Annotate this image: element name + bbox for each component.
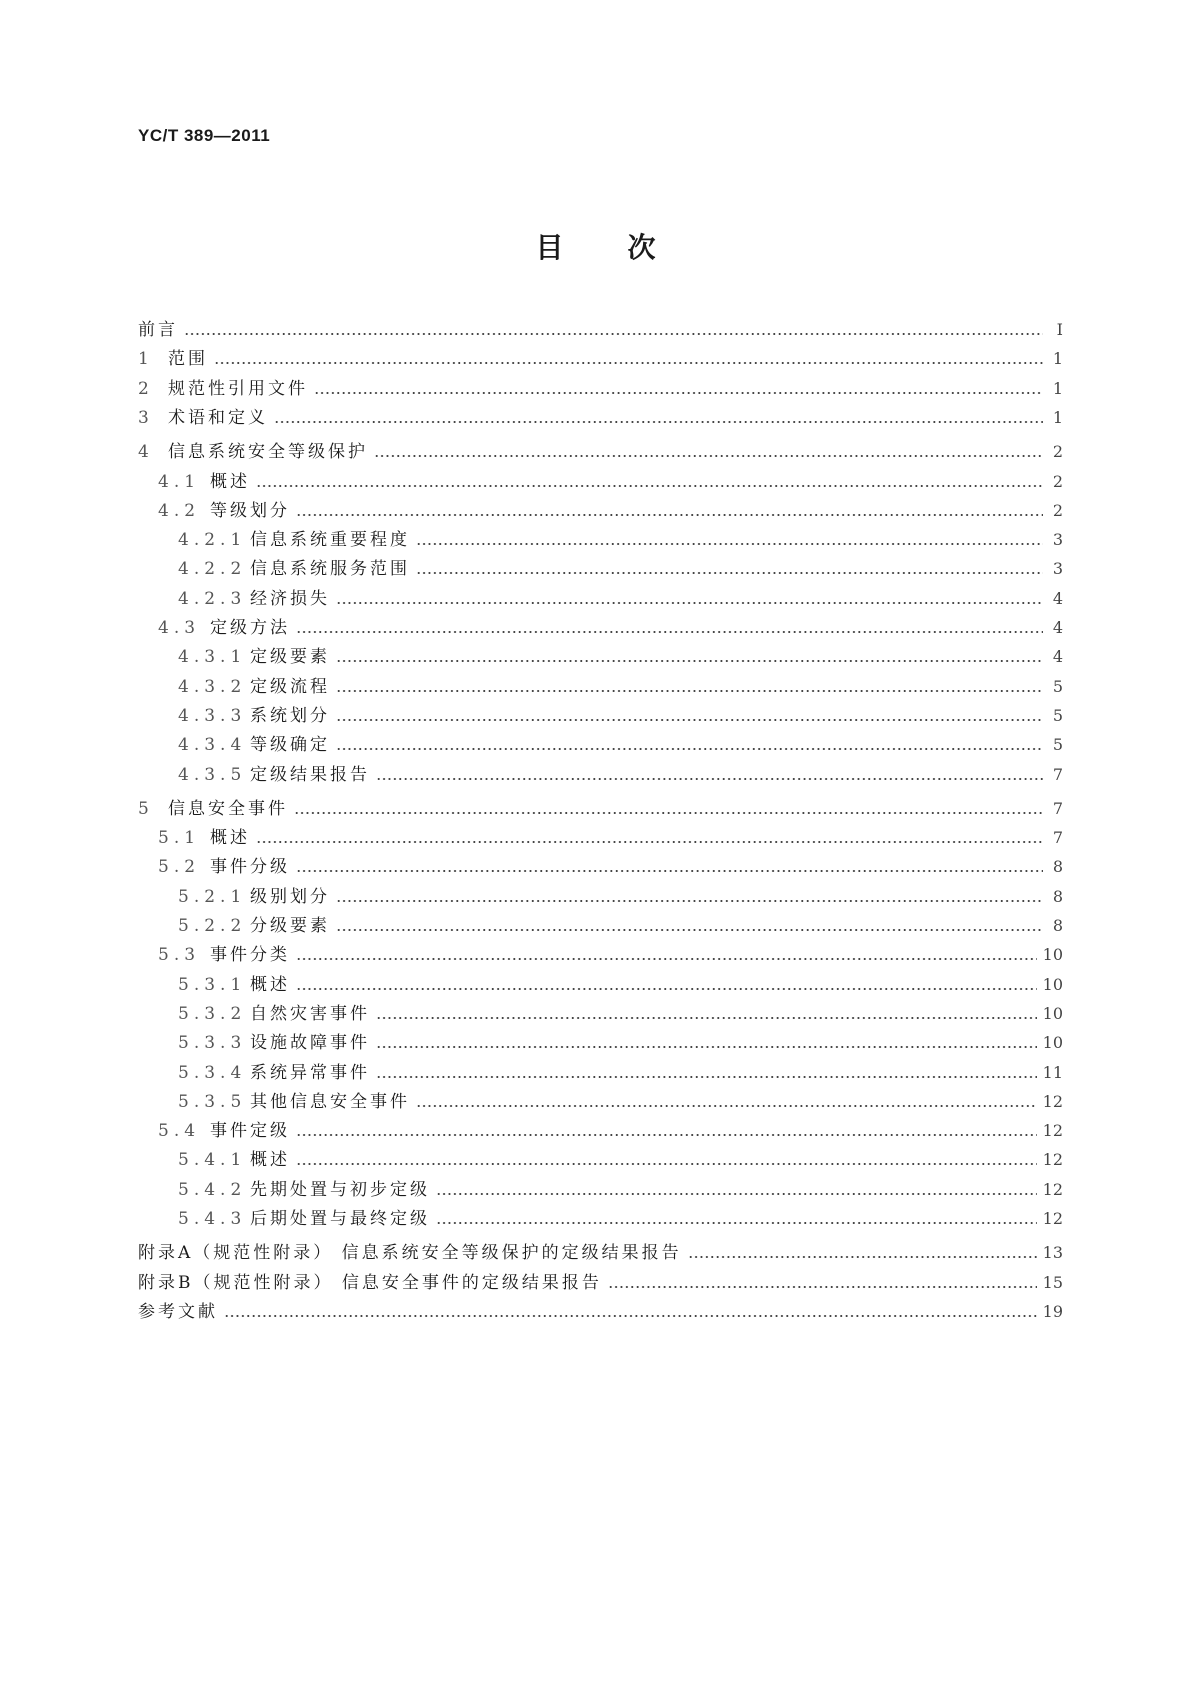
dot-leader: [336, 675, 1043, 699]
toc-entry-page: 7: [1052, 764, 1063, 784]
toc-entry-page: 12: [1042, 1121, 1063, 1141]
toc-entry-number: 5.4.1: [178, 1150, 247, 1171]
toc-entry-number: 5.2.1: [178, 886, 247, 907]
toc-entry-page: 11: [1042, 1062, 1063, 1082]
dot-leader: [376, 1031, 1037, 1055]
toc-entry-number: 2: [138, 378, 154, 399]
toc-entry[interactable]: [138, 347, 1063, 371]
toc-entry-page: 13: [1042, 1243, 1063, 1263]
toc-entry[interactable]: [138, 616, 1063, 640]
toc-entry-title: 参考文献: [138, 1301, 218, 1322]
dot-leader: [376, 763, 1043, 787]
toc-entry[interactable]: [138, 528, 1063, 552]
toc-entry-page: 15: [1042, 1272, 1063, 1292]
toc-entry-number: 4.3: [158, 618, 201, 638]
toc-entry-page: 8: [1052, 916, 1063, 935]
toc-entry-title: 概述: [210, 828, 250, 849]
toc-entry-page: 7: [1052, 828, 1063, 848]
toc-entry[interactable]: [138, 499, 1063, 523]
dot-leader: [296, 973, 1037, 997]
dot-leader: [336, 587, 1043, 611]
dot-leader: [296, 855, 1043, 879]
toc-entry-title: 事件定级: [210, 1121, 290, 1142]
toc-entry-page: 5: [1052, 735, 1063, 755]
toc-entry-page: 4: [1052, 588, 1063, 608]
toc-entry-title: 信息系统服务范围: [250, 559, 410, 580]
toc-entry[interactable]: [138, 1031, 1063, 1055]
toc-entry[interactable]: [138, 1271, 1063, 1295]
dot-leader: [374, 440, 1043, 464]
toc-entry[interactable]: [138, 1148, 1063, 1172]
toc-entry-page: 12: [1042, 1150, 1063, 1170]
toc-entry-number: 4.2.2: [178, 559, 247, 580]
toc-entry[interactable]: [138, 1178, 1063, 1202]
toc-entry-number: 5.1: [158, 828, 201, 849]
toc-entry[interactable]: [138, 826, 1063, 850]
toc-entry-page: 10: [1042, 1003, 1063, 1023]
dot-leader: [416, 528, 1043, 552]
toc-entry[interactable]: [138, 318, 1063, 342]
toc-entry-title: 等级划分: [210, 500, 290, 521]
toc-entry[interactable]: [138, 943, 1063, 967]
toc-entry-number: 5.3.5: [178, 1091, 247, 1112]
toc-entry-number: 1: [138, 349, 154, 370]
toc-entry-number: 4.2: [158, 500, 201, 521]
dot-leader: [256, 470, 1043, 494]
toc-entry-page: 4: [1052, 647, 1063, 667]
dot-leader: [336, 885, 1043, 909]
toc-entry-page: 2: [1052, 442, 1063, 462]
toc-entry-title: 先期处置与初步定级: [250, 1179, 430, 1200]
toc-entry[interactable]: [138, 470, 1063, 494]
toc-entry-page: Ⅰ: [1056, 320, 1063, 339]
toc-entry-title: 信息系统安全等级保护: [168, 442, 368, 463]
toc-entry-title: 信息系统重要程度: [250, 530, 410, 551]
toc-entry-number: 5: [138, 798, 154, 819]
toc-entry-page: 12: [1042, 1179, 1063, 1199]
toc-entry-title: 附录B（规范性附录） 信息安全事件的定级结果报告: [138, 1272, 602, 1293]
dot-leader: [436, 1207, 1037, 1231]
toc-entry-page: 8: [1052, 886, 1063, 906]
dot-leader: [416, 557, 1043, 581]
toc-entry[interactable]: [138, 1207, 1063, 1231]
toc-entry-number: 5.4: [158, 1121, 201, 1142]
dot-leader: [376, 1002, 1037, 1026]
dot-leader: [294, 797, 1043, 821]
dot-leader: [296, 943, 1037, 967]
toc-entry-title: 级别划分: [250, 886, 330, 907]
toc-entry-title: 术语和定义: [168, 407, 268, 428]
toc-entry-title: 系统异常事件: [250, 1062, 370, 1083]
toc-entry-page: 1: [1052, 407, 1063, 427]
dot-leader: [224, 1300, 1037, 1324]
toc-entry-number: 5.3.1: [178, 974, 247, 995]
toc-entry[interactable]: [138, 557, 1063, 581]
dot-leader: [256, 826, 1043, 850]
toc-entry-number: 5.4.2: [178, 1179, 247, 1200]
dot-leader: [688, 1241, 1037, 1265]
toc-entry-page: 12: [1042, 1209, 1063, 1228]
toc-entry[interactable]: [138, 973, 1063, 997]
standard-id: YC/T 389—2011: [138, 126, 271, 145]
toc-entry[interactable]: [138, 1002, 1063, 1026]
toc-entry-number: 5.3.3: [178, 1033, 247, 1054]
toc-entry-number: 5.3.2: [178, 1003, 247, 1024]
toc-entry[interactable]: [138, 1119, 1063, 1143]
toc-entry[interactable]: [138, 645, 1063, 669]
toc-entry-title: 规范性引用文件: [168, 378, 308, 399]
toc-entry[interactable]: [138, 377, 1063, 401]
toc-entry-number: 5.3.4: [178, 1062, 247, 1083]
toc-entry-page: 1: [1052, 349, 1063, 369]
dot-leader: [296, 499, 1043, 523]
toc-entry[interactable]: [138, 1300, 1063, 1324]
toc-entry-page: 3: [1052, 559, 1063, 579]
dot-leader: [214, 347, 1043, 371]
toc-entry-title: 后期处置与最终定级: [250, 1209, 430, 1229]
toc-entry[interactable]: [138, 1061, 1063, 1085]
toc-entry-page: 2: [1052, 471, 1063, 491]
toc-entry[interactable]: [138, 675, 1063, 699]
toc-entry-page: 5: [1052, 705, 1063, 725]
toc-entry-number: 4.3.1: [178, 647, 247, 668]
toc-entry-title: 分级要素: [250, 916, 330, 936]
toc-entry[interactable]: [138, 587, 1063, 611]
toc-entry-number: 5.2: [158, 857, 201, 878]
toc-entry[interactable]: [138, 704, 1063, 728]
dot-leader: [436, 1178, 1037, 1202]
toc-entry-title: 等级确定: [250, 735, 330, 756]
toc-entry-number: 5.2.2: [178, 916, 247, 936]
toc-entry-title: 信息安全事件: [168, 798, 288, 819]
toc-entry-title: 事件分类: [210, 945, 290, 966]
toc-entry-number: 4: [138, 442, 154, 463]
toc-entry-title: 范围: [168, 349, 208, 370]
toc-entry-number: 4.3.4: [178, 735, 247, 756]
toc-entry-title: 事件分级: [210, 857, 290, 878]
toc-entry-page: 4: [1052, 618, 1063, 637]
toc-entry-title: 概述: [250, 1150, 290, 1171]
toc-entry-page: 3: [1052, 530, 1063, 550]
toc-entry[interactable]: [138, 440, 1063, 464]
toc-entry[interactable]: [138, 797, 1063, 821]
toc-entry-page: 12: [1042, 1091, 1063, 1111]
toc-entry[interactable]: [138, 914, 1063, 938]
toc-entry[interactable]: [138, 763, 1063, 787]
page-title: 目次: [535, 231, 720, 264]
toc-entry-title: 附录A（规范性附录） 信息系统安全等级保护的定级结果报告: [138, 1243, 682, 1264]
toc-entry-title: 定级方法: [210, 618, 290, 638]
toc-entry-page: 7: [1052, 798, 1063, 818]
toc-entry[interactable]: [138, 406, 1063, 430]
toc-entry-number: 4.3.3: [178, 705, 247, 726]
toc-entry-title: 定级流程: [250, 676, 330, 697]
toc-entry-page: 2: [1052, 500, 1063, 520]
toc-entry-page: 1: [1052, 378, 1063, 398]
toc-entry-title: 设施故障事件: [250, 1033, 370, 1054]
dot-leader: [296, 616, 1043, 640]
dot-leader: [296, 1119, 1037, 1143]
dot-leader: [296, 1148, 1037, 1172]
toc-entry-page: 5: [1052, 676, 1063, 696]
toc-entry-page: 10: [1042, 1033, 1063, 1053]
toc-entry[interactable]: [138, 885, 1063, 909]
toc-entry-number: 5.3: [158, 945, 201, 966]
toc-entry-title: 前言: [138, 320, 178, 340]
toc-entry-title: 概述: [250, 974, 290, 995]
dot-leader: [336, 733, 1043, 757]
dot-leader: [608, 1271, 1037, 1295]
toc-entry-page: 10: [1042, 945, 1063, 965]
toc-entry-number: 4.1: [158, 471, 201, 492]
toc-entry-title: 定级结果报告: [250, 764, 370, 785]
toc-entry-number: 4.2.3: [178, 588, 247, 609]
toc-entry-number: 4.3.5: [178, 764, 247, 785]
toc-entry-title: 系统划分: [250, 705, 330, 726]
dot-leader: [336, 704, 1043, 728]
toc-entry-number: 4.3.2: [178, 676, 247, 697]
toc-entry[interactable]: [138, 1090, 1063, 1114]
toc-entry-title: 概述: [210, 471, 250, 492]
dot-leader: [184, 318, 1043, 342]
toc-entry-number: 5.4.3: [178, 1209, 247, 1229]
dot-leader: [336, 645, 1043, 669]
toc-entry[interactable]: [138, 855, 1063, 879]
dot-leader: [274, 406, 1043, 430]
toc-entry-title: 其他信息安全事件: [250, 1091, 410, 1112]
toc-entry-number: 4.2.1: [178, 530, 247, 551]
toc-entry[interactable]: [138, 1241, 1063, 1265]
toc-entry-page: 8: [1052, 857, 1063, 877]
toc-entry-page: 19: [1042, 1301, 1063, 1321]
toc-entry-title: 定级要素: [250, 647, 330, 668]
toc-entry-title: 自然灾害事件: [250, 1003, 370, 1024]
dot-leader: [376, 1061, 1037, 1085]
dot-leader: [416, 1090, 1037, 1114]
toc-entry-title: 经济损失: [250, 588, 330, 609]
dot-leader: [314, 377, 1043, 401]
dot-leader: [336, 914, 1043, 938]
toc-entry[interactable]: [138, 733, 1063, 757]
toc-entry-page: 10: [1042, 974, 1063, 994]
toc-entry-number: 3: [138, 407, 154, 428]
